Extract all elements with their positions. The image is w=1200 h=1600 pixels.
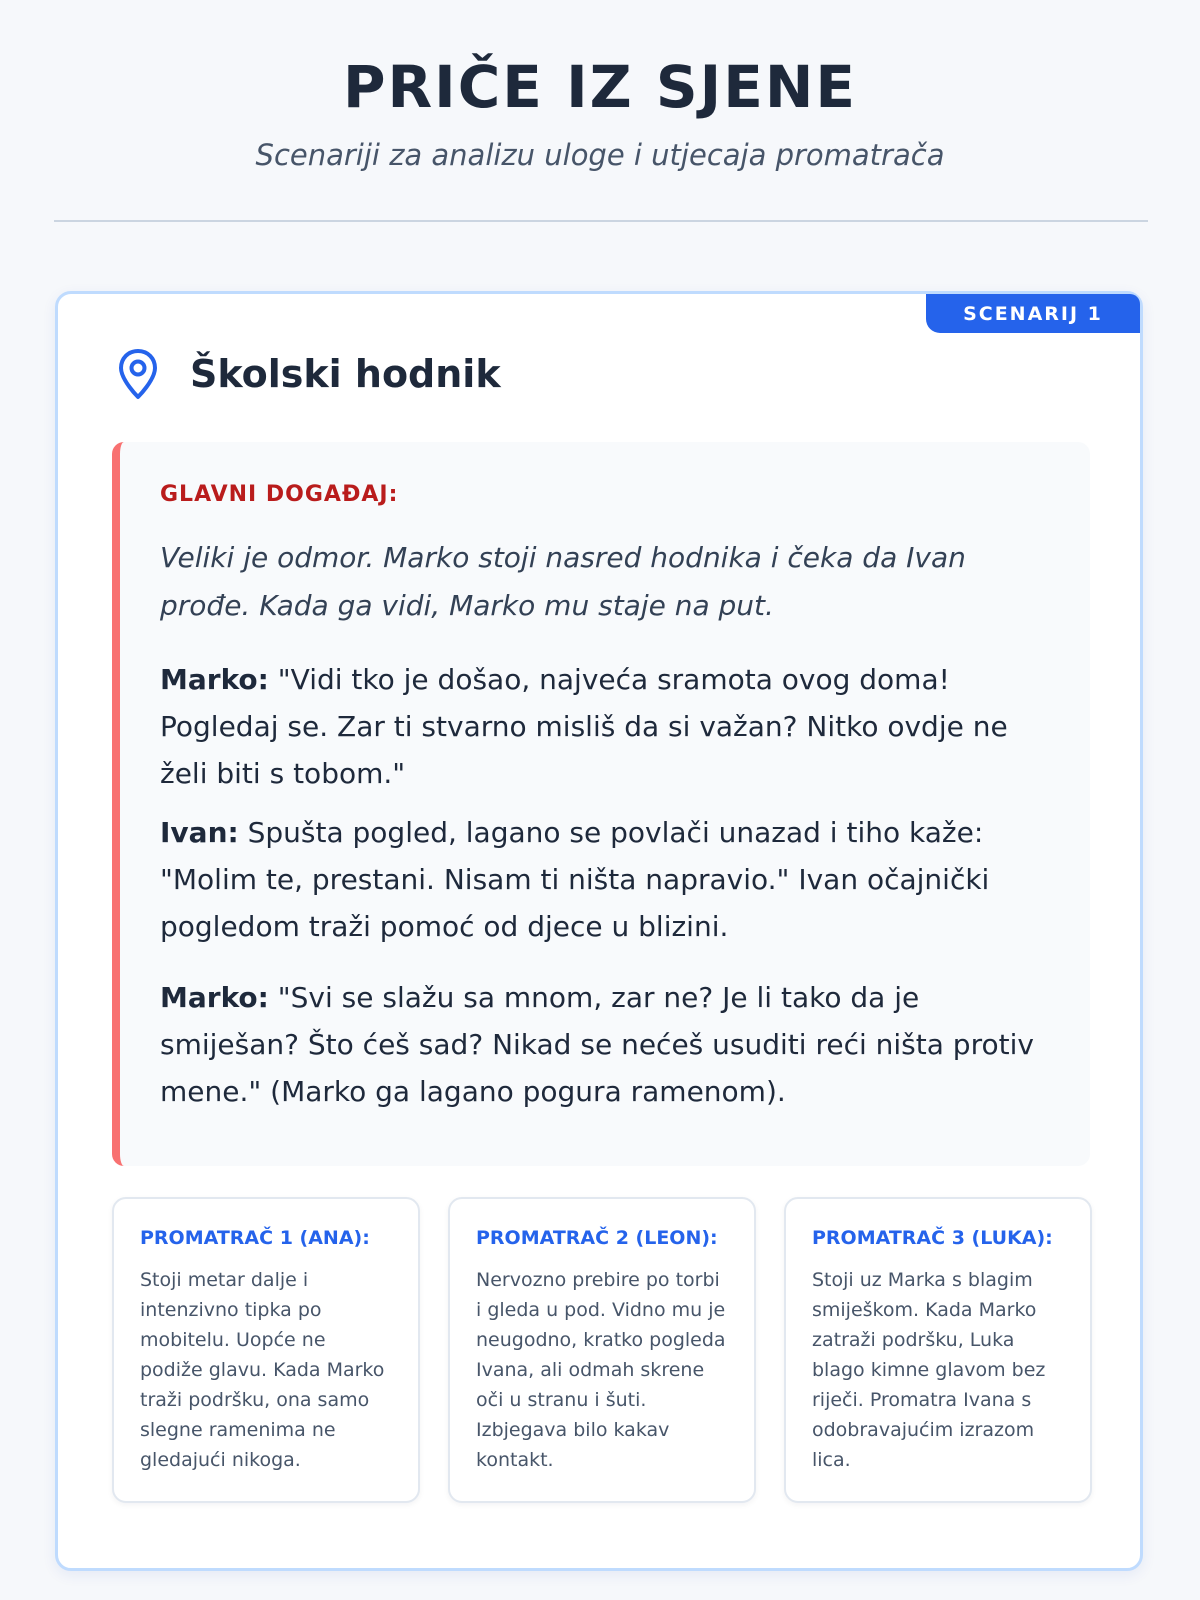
event-intro: Veliki je odmor. Marko stoji nasred hodnika i čeka da Ivan prođe. Kada ga vidi, Marko mu staje na put. [160, 541, 966, 622]
page-header [0, 0, 1200, 174]
observer-title: PROMATRAČ 3 (LUKA): [812, 1227, 1053, 1249]
speaker-name: Marko: [160, 663, 269, 696]
dialogue-text: Spušta pogled, lagano se povlači unazad i tiho kaže: "Molim te, prestani. Nisam ti ništa napravio." Ivan očajnički pogledom traži pomoć od djece u blizini. [160, 816, 990, 943]
scenario-badge: SCENARIJ 1 [926, 294, 1140, 333]
observer-card-luka [784, 1197, 1092, 1503]
dialogue-line [160, 809, 1050, 950]
speaker-name: Marko: [160, 981, 269, 1014]
header-divider [54, 220, 1148, 222]
page-subtitle: Scenariji za analizu uloge i utjecaja promatrača [255, 138, 945, 172]
observer-title: PROMATRAČ 1 (ANA): [140, 1227, 370, 1249]
location-heading [116, 344, 501, 404]
dialogue-line [160, 974, 1050, 1115]
observer-card-leon [448, 1197, 756, 1503]
observer-title: PROMATRAČ 2 (LEON): [476, 1227, 718, 1249]
event-label: GLAVNI DOGAĐAJ: [160, 482, 399, 507]
location-title: Školski hodnik [190, 352, 501, 396]
observer-description: Stoji metar dalje i intenzivno tipka po mobitelu. Uopće ne podiže glavu. Kada Marko traži podršku, ona samo slegne ramenima ne gledajući nikoga. [140, 1269, 385, 1471]
dialogue-text: "Vidi tko je došao, najveća sramota ovog doma! Pogledaj se. Zar ti stvarno misliš da si važan? Nitko ovdje ne želi biti s tobom." [160, 663, 1008, 790]
scenario-card [55, 291, 1143, 1571]
map-pin-icon [116, 347, 160, 401]
observer-card-ana [112, 1197, 420, 1503]
page-title: PRIČE IZ SJENE [342, 53, 858, 121]
dialogue-line [160, 656, 1050, 797]
dialogue-text: "Svi se slažu sa mnom, zar ne? Je li tako da je smiješan? Što ćeš sad? Nikad se nećeš usuditi reći ništa protiv mene." (Marko ga lagano pogura ramenom). [160, 981, 1034, 1108]
observer-description: Stoji uz Marka s blagim smiješkom. Kada Marko zatraži podršku, Luka blago kimne glavom bez riječi. Promatra Ivana s odobravajućim izrazom lica. [812, 1269, 1046, 1471]
main-event-box [112, 442, 1090, 1166]
observers-row [112, 1197, 1092, 1503]
observer-description: Nervozno prebire po torbi i gleda u pod. Vidno mu je neugodno, kratko pogleda Ivana, ali odmah skrene oči u stranu i šuti. Izbjegava bilo kakav kontakt. [476, 1269, 726, 1471]
speaker-name: Ivan: [160, 816, 239, 849]
